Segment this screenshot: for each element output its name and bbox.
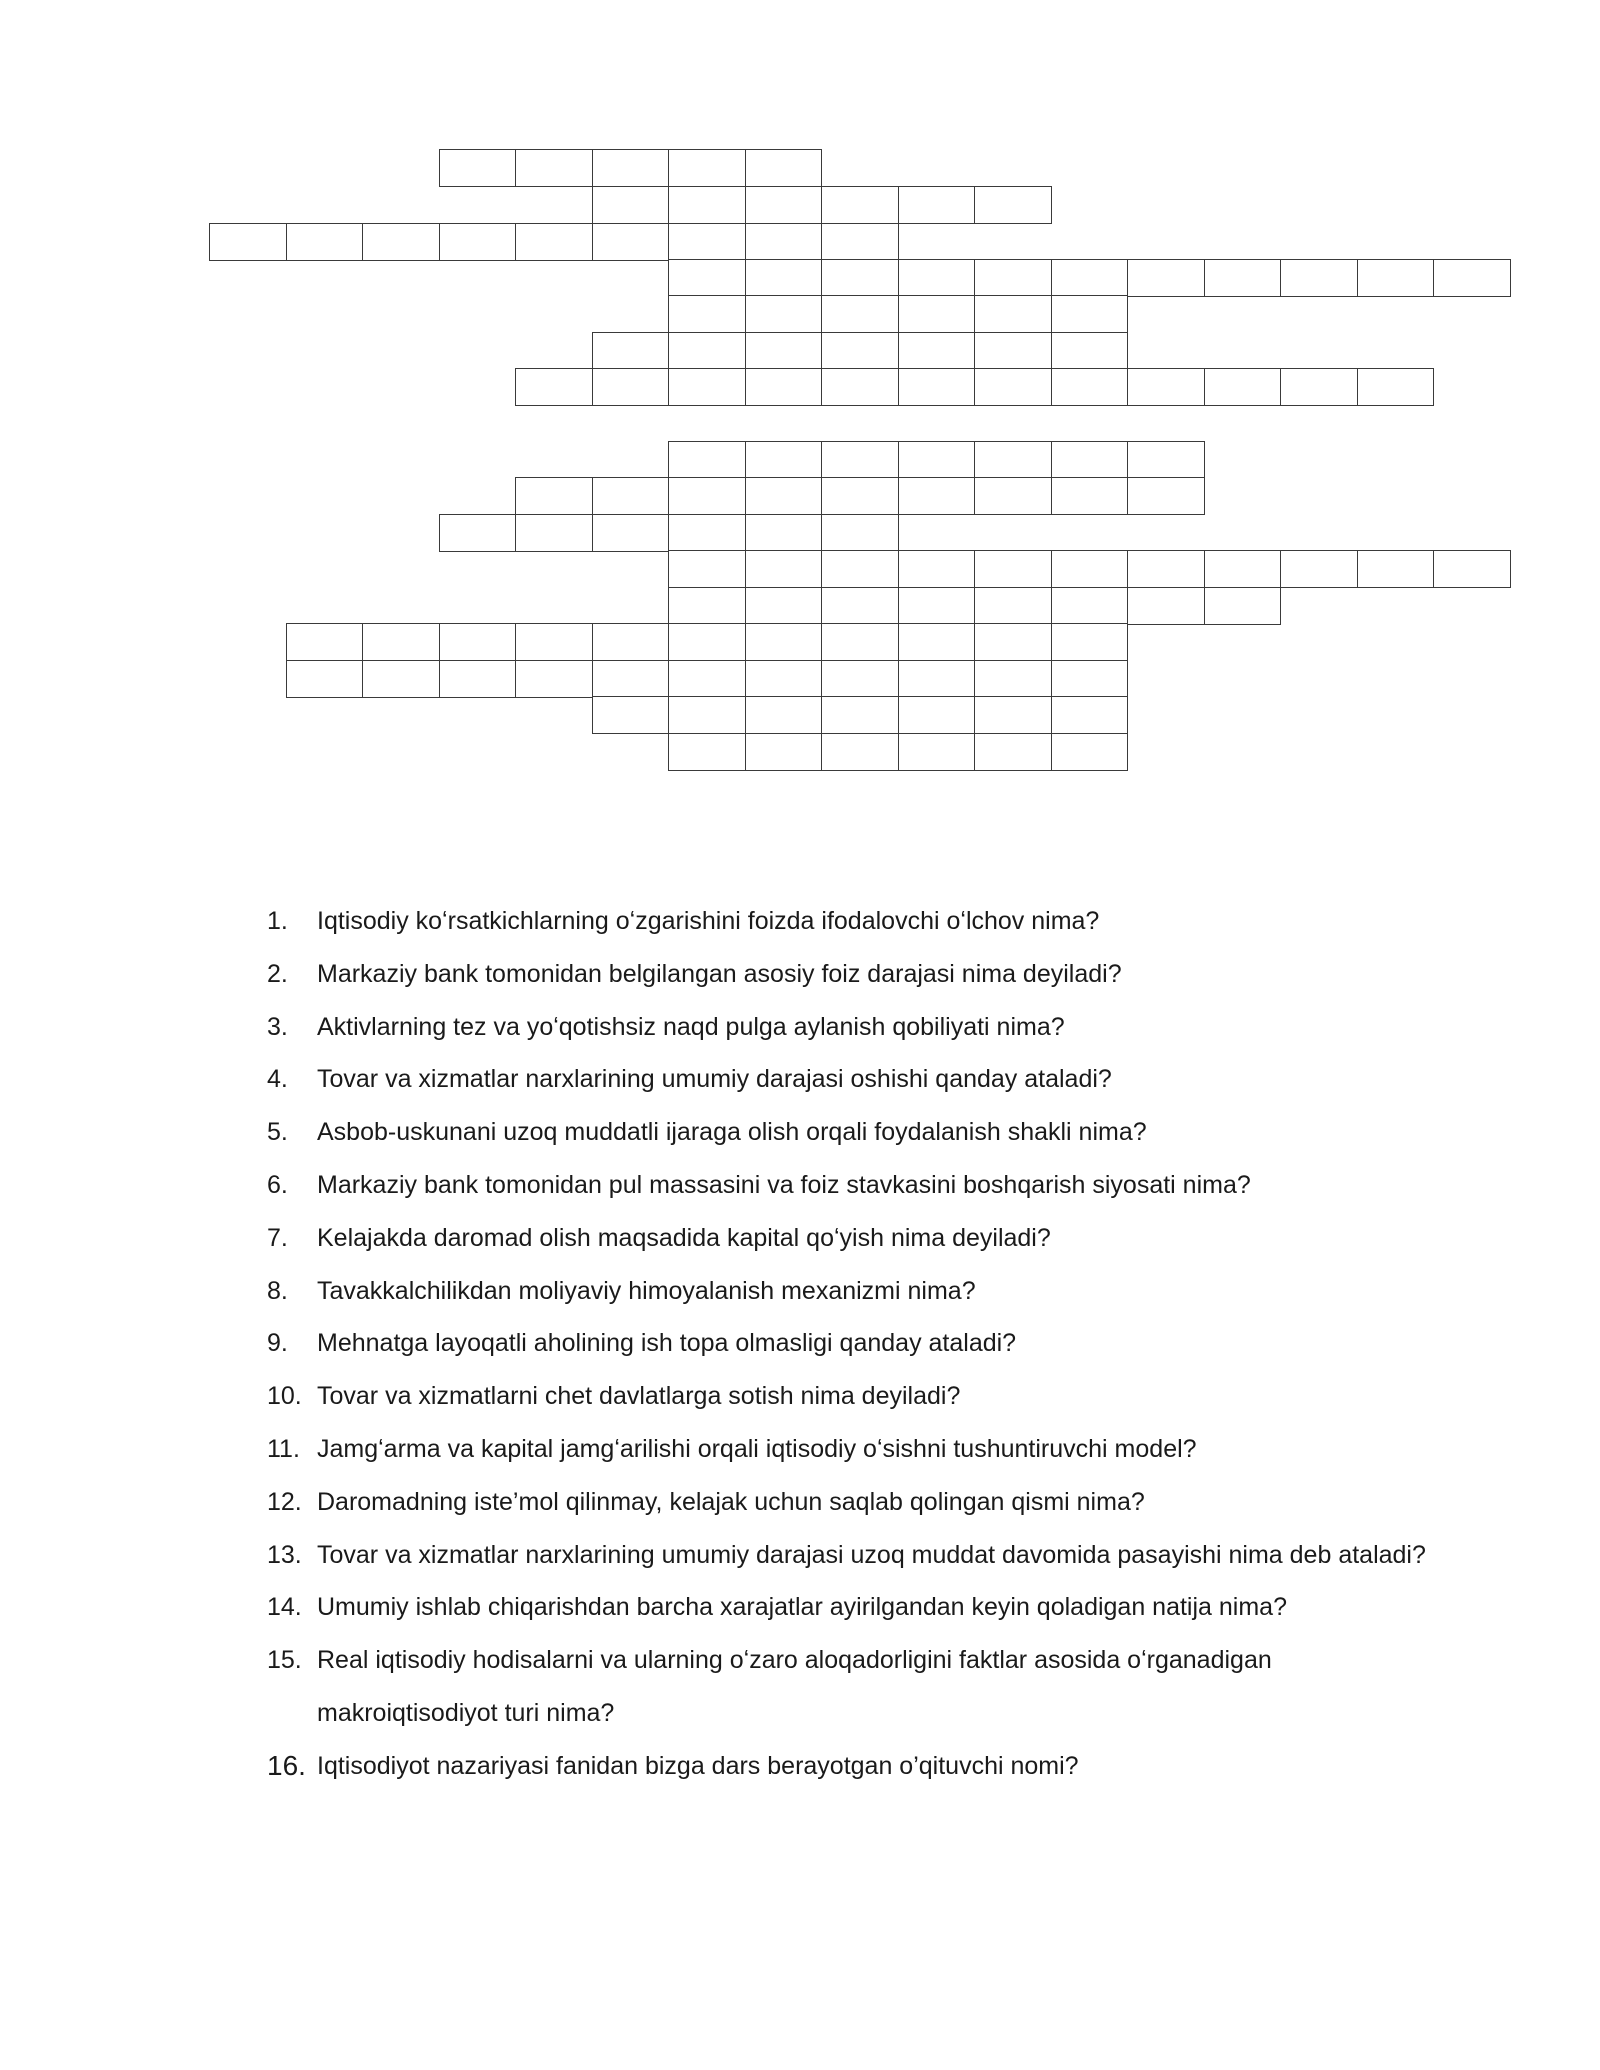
crossword-cell[interactable] (974, 733, 1052, 771)
crossword-cell[interactable] (974, 477, 1052, 515)
question-text: Asbob-uskunani uzoq muddatli ijaraga olish orqali foydalanish shakli nima? (317, 1118, 1147, 1147)
crossword-cell[interactable] (286, 660, 364, 698)
question-text: Markaziy bank tomonidan pul massasini va foiz stavkasini boshqarish siyosati nima? (317, 1170, 1251, 1199)
crossword-cell[interactable] (1051, 332, 1129, 370)
crossword-cell[interactable] (668, 696, 746, 734)
crossword-cell[interactable] (362, 223, 440, 261)
crossword-cell[interactable] (974, 550, 1052, 588)
crossword-cell[interactable] (1127, 259, 1205, 297)
crossword-cell[interactable] (821, 295, 899, 333)
crossword-cell[interactable] (1127, 477, 1205, 515)
crossword-cell[interactable] (668, 587, 746, 625)
crossword-cell[interactable] (745, 223, 823, 261)
question-text: Umumiy ishlab chiqarishdan barcha xarajatlar ayirilgandan keyin qoladigan natija nima? (317, 1593, 1287, 1622)
crossword-cell[interactable] (974, 623, 1052, 661)
crossword-cell[interactable] (974, 587, 1052, 625)
crossword-cell[interactable] (592, 186, 670, 224)
question-number: 15. (267, 1646, 302, 1675)
crossword-cell[interactable] (439, 223, 517, 261)
crossword-cell[interactable] (821, 733, 899, 771)
question-text: Tovar va xizmatlar narxlarining umumiy darajasi uzoq muddat davomida pasayishi nima deb ataladi? (317, 1540, 1426, 1569)
question-item (267, 1265, 1570, 1318)
question-text: Aktivlarning tez va yoʻqotishsiz naqd pulga aylanish qobiliyati nima? (317, 1012, 1065, 1041)
question-text: Jamgʻarma va kapital jamgʻarilishi orqali iqtisodiy oʻsishni tushuntiruvchi model? (317, 1434, 1197, 1463)
crossword-cell[interactable] (898, 696, 976, 734)
crossword-cell[interactable] (515, 623, 593, 661)
crossword-cell[interactable] (745, 550, 823, 588)
crossword-cell[interactable] (821, 514, 899, 552)
crossword-cell[interactable] (668, 550, 746, 588)
crossword-cell[interactable] (668, 368, 746, 406)
crossword-cell[interactable] (362, 660, 440, 698)
crossword-cell[interactable] (745, 696, 823, 734)
crossword-cell[interactable] (592, 514, 670, 552)
crossword-cell[interactable] (1357, 259, 1435, 297)
crossword-cell[interactable] (1051, 623, 1129, 661)
crossword-cell[interactable] (821, 623, 899, 661)
question-item (267, 1740, 1570, 1793)
crossword-cell[interactable] (1127, 550, 1205, 588)
crossword-cell[interactable] (745, 477, 823, 515)
crossword-cell[interactable] (668, 623, 746, 661)
question-number: 16. (267, 1749, 306, 1781)
crossword-cell[interactable] (1280, 368, 1358, 406)
question-item (267, 1159, 1570, 1212)
crossword-cell[interactable] (974, 259, 1052, 297)
question-number: 11. (267, 1434, 300, 1463)
question-text: Daromadning iste’mol qilinmay, kelajak uchun saqlab qolingan qismi nima? (317, 1487, 1145, 1516)
crossword-cell[interactable] (592, 332, 670, 370)
crossword-cell[interactable] (898, 259, 976, 297)
question-text: Mehnatga layoqatli aholining ish topa olmasligi qanday ataladi? (317, 1329, 1017, 1358)
crossword-cell[interactable] (821, 186, 899, 224)
crossword-cell[interactable] (286, 223, 364, 261)
question-number: 14. (267, 1593, 302, 1622)
crossword-cell[interactable] (974, 368, 1052, 406)
crossword-cell[interactable] (515, 368, 593, 406)
question-text: Real iqtisodiy hodisalarni va ularning oʻzaro aloqadorligini faktlar asosida oʻrganadigan makroiqtisodiyot turi nima? (317, 1646, 1272, 1727)
crossword-cell[interactable] (1051, 550, 1129, 588)
crossword-cell[interactable] (745, 514, 823, 552)
crossword-cell[interactable] (898, 550, 976, 588)
crossword-cell[interactable] (1051, 368, 1129, 406)
crossword-cell[interactable] (439, 514, 517, 552)
crossword-cell[interactable] (745, 587, 823, 625)
crossword-cell[interactable] (592, 623, 670, 661)
question-item (267, 1476, 1570, 1529)
crossword-cell[interactable] (974, 186, 1052, 224)
crossword-cell[interactable] (439, 149, 517, 187)
crossword-cell[interactable] (745, 441, 823, 479)
crossword-cell[interactable] (898, 477, 976, 515)
crossword-cell[interactable] (1280, 259, 1358, 297)
crossword-cell[interactable] (668, 332, 746, 370)
crossword-cell[interactable] (821, 332, 899, 370)
crossword-cell[interactable] (668, 441, 746, 479)
question-item (267, 1370, 1570, 1423)
crossword-cell[interactable] (974, 441, 1052, 479)
question-number: 2. (267, 959, 288, 988)
crossword-cell[interactable] (745, 186, 823, 224)
crossword-cell[interactable] (1127, 587, 1205, 625)
crossword-cell[interactable] (668, 514, 746, 552)
question-item (267, 1634, 1570, 1740)
question-text: Tovar va xizmatlar narxlarining umumiy darajasi oshishi qanday ataladi? (317, 1065, 1112, 1094)
crossword-cell[interactable] (745, 623, 823, 661)
question-number: 12. (267, 1487, 302, 1516)
crossword-cell[interactable] (209, 223, 287, 261)
crossword-cell[interactable] (592, 223, 670, 261)
question-item (267, 948, 1570, 1001)
crossword-cell[interactable] (1051, 660, 1129, 698)
crossword-cell[interactable] (515, 477, 593, 515)
crossword-cell[interactable] (515, 223, 593, 261)
crossword-cell[interactable] (668, 259, 746, 297)
question-item (267, 1106, 1570, 1159)
question-item (267, 1529, 1570, 1582)
crossword-cell[interactable] (898, 295, 976, 333)
crossword-cell[interactable] (515, 660, 593, 698)
crossword-cell[interactable] (898, 186, 976, 224)
crossword-cell[interactable] (974, 295, 1052, 333)
crossword-cell[interactable] (821, 223, 899, 261)
question-text: Iqtisodiyot nazariyasi fanidan bizga dars berayotgan o’qituvchi nomi? (317, 1751, 1079, 1780)
crossword-cell[interactable] (745, 259, 823, 297)
crossword-cell[interactable] (1051, 441, 1129, 479)
crossword-cell[interactable] (1127, 368, 1205, 406)
question-number: 13. (267, 1540, 302, 1569)
crossword-cell[interactable] (821, 259, 899, 297)
crossword-cell[interactable] (821, 550, 899, 588)
crossword-cell[interactable] (821, 696, 899, 734)
crossword-cell[interactable] (592, 477, 670, 515)
crossword-cell[interactable] (1204, 368, 1282, 406)
question-text: Tavakkalchilikdan moliyaviy himoyalanish mexanizmi nima? (317, 1276, 976, 1305)
crossword-cell[interactable] (821, 368, 899, 406)
crossword-cell[interactable] (668, 660, 746, 698)
crossword-grid (0, 0, 1600, 800)
question-number: 5. (267, 1118, 288, 1147)
crossword-cell[interactable] (668, 223, 746, 261)
question-text: Markaziy bank tomonidan belgilangan asosiy foiz darajasi nima deyiladi? (317, 959, 1122, 988)
crossword-cell[interactable] (898, 368, 976, 406)
crossword-cell[interactable] (821, 660, 899, 698)
crossword-cell[interactable] (1051, 587, 1129, 625)
question-number: 7. (267, 1223, 288, 1252)
crossword-cell[interactable] (974, 696, 1052, 734)
crossword-cell[interactable] (1051, 259, 1129, 297)
crossword-cell[interactable] (668, 149, 746, 187)
crossword-cell[interactable] (668, 477, 746, 515)
crossword-cell[interactable] (1051, 477, 1129, 515)
question-item (267, 1581, 1570, 1634)
question-item (267, 1317, 1570, 1370)
crossword-cell[interactable] (1357, 550, 1435, 588)
crossword-cell[interactable] (1433, 259, 1511, 297)
question-text: Iqtisodiy koʻrsatkichlarning oʻzgarishini foizda ifodalovchi oʻlchov nima? (317, 907, 1100, 935)
question-item (267, 1053, 1570, 1106)
question-number: 1. (267, 907, 288, 935)
crossword-cell[interactable] (592, 660, 670, 698)
crossword-cell[interactable] (668, 295, 746, 333)
crossword-cell[interactable] (362, 623, 440, 661)
crossword-cell[interactable] (1204, 550, 1282, 588)
crossword-cell[interactable] (821, 477, 899, 515)
question-number: 10. (267, 1382, 302, 1411)
question-item (267, 1423, 1570, 1476)
question-list (267, 895, 1570, 1793)
crossword-cell[interactable] (821, 441, 899, 479)
question-item (267, 895, 1570, 948)
crossword-cell[interactable] (745, 660, 823, 698)
crossword-cell[interactable] (1204, 587, 1282, 625)
crossword-cell[interactable] (974, 660, 1052, 698)
question-number: 6. (267, 1170, 288, 1199)
crossword-cell[interactable] (745, 368, 823, 406)
crossword-cell[interactable] (1127, 441, 1205, 479)
crossword-cell[interactable] (821, 587, 899, 625)
question-number: 4. (267, 1065, 288, 1094)
question-number: 3. (267, 1012, 288, 1041)
crossword-cell[interactable] (898, 660, 976, 698)
crossword-cell[interactable] (1433, 550, 1511, 588)
crossword-cell[interactable] (592, 368, 670, 406)
crossword-cell[interactable] (515, 514, 593, 552)
question-item (267, 1212, 1570, 1265)
question-number: 9. (267, 1329, 288, 1358)
crossword-cell[interactable] (898, 441, 976, 479)
crossword-cell[interactable] (592, 149, 670, 187)
crossword-cell[interactable] (898, 623, 976, 661)
crossword-cell[interactable] (898, 733, 976, 771)
crossword-cell[interactable] (1051, 295, 1129, 333)
crossword-cell[interactable] (592, 696, 670, 734)
question-item (267, 1001, 1570, 1054)
question-text: Kelajakda daromad olish maqsadida kapital qoʻyish nima deyiladi? (317, 1223, 1051, 1252)
crossword-cell[interactable] (745, 733, 823, 771)
crossword-cell[interactable] (898, 587, 976, 625)
crossword-cell[interactable] (1357, 368, 1435, 406)
crossword-cell[interactable] (668, 186, 746, 224)
question-text: Tovar va xizmatlarni chet davlatlarga sotish nima deyiladi? (317, 1382, 961, 1411)
crossword-cell[interactable] (1051, 733, 1129, 771)
crossword-cell[interactable] (515, 149, 593, 187)
crossword-cell[interactable] (898, 332, 976, 370)
crossword-cell[interactable] (745, 149, 823, 187)
crossword-cell[interactable] (745, 332, 823, 370)
question-number: 8. (267, 1276, 288, 1305)
crossword-cell[interactable] (745, 295, 823, 333)
crossword-cell[interactable] (1204, 259, 1282, 297)
crossword-cell[interactable] (668, 733, 746, 771)
crossword-cell[interactable] (439, 660, 517, 698)
crossword-cell[interactable] (1280, 550, 1358, 588)
crossword-cell[interactable] (286, 623, 364, 661)
crossword-cell[interactable] (439, 623, 517, 661)
crossword-cell[interactable] (1051, 696, 1129, 734)
crossword-cell[interactable] (974, 332, 1052, 370)
